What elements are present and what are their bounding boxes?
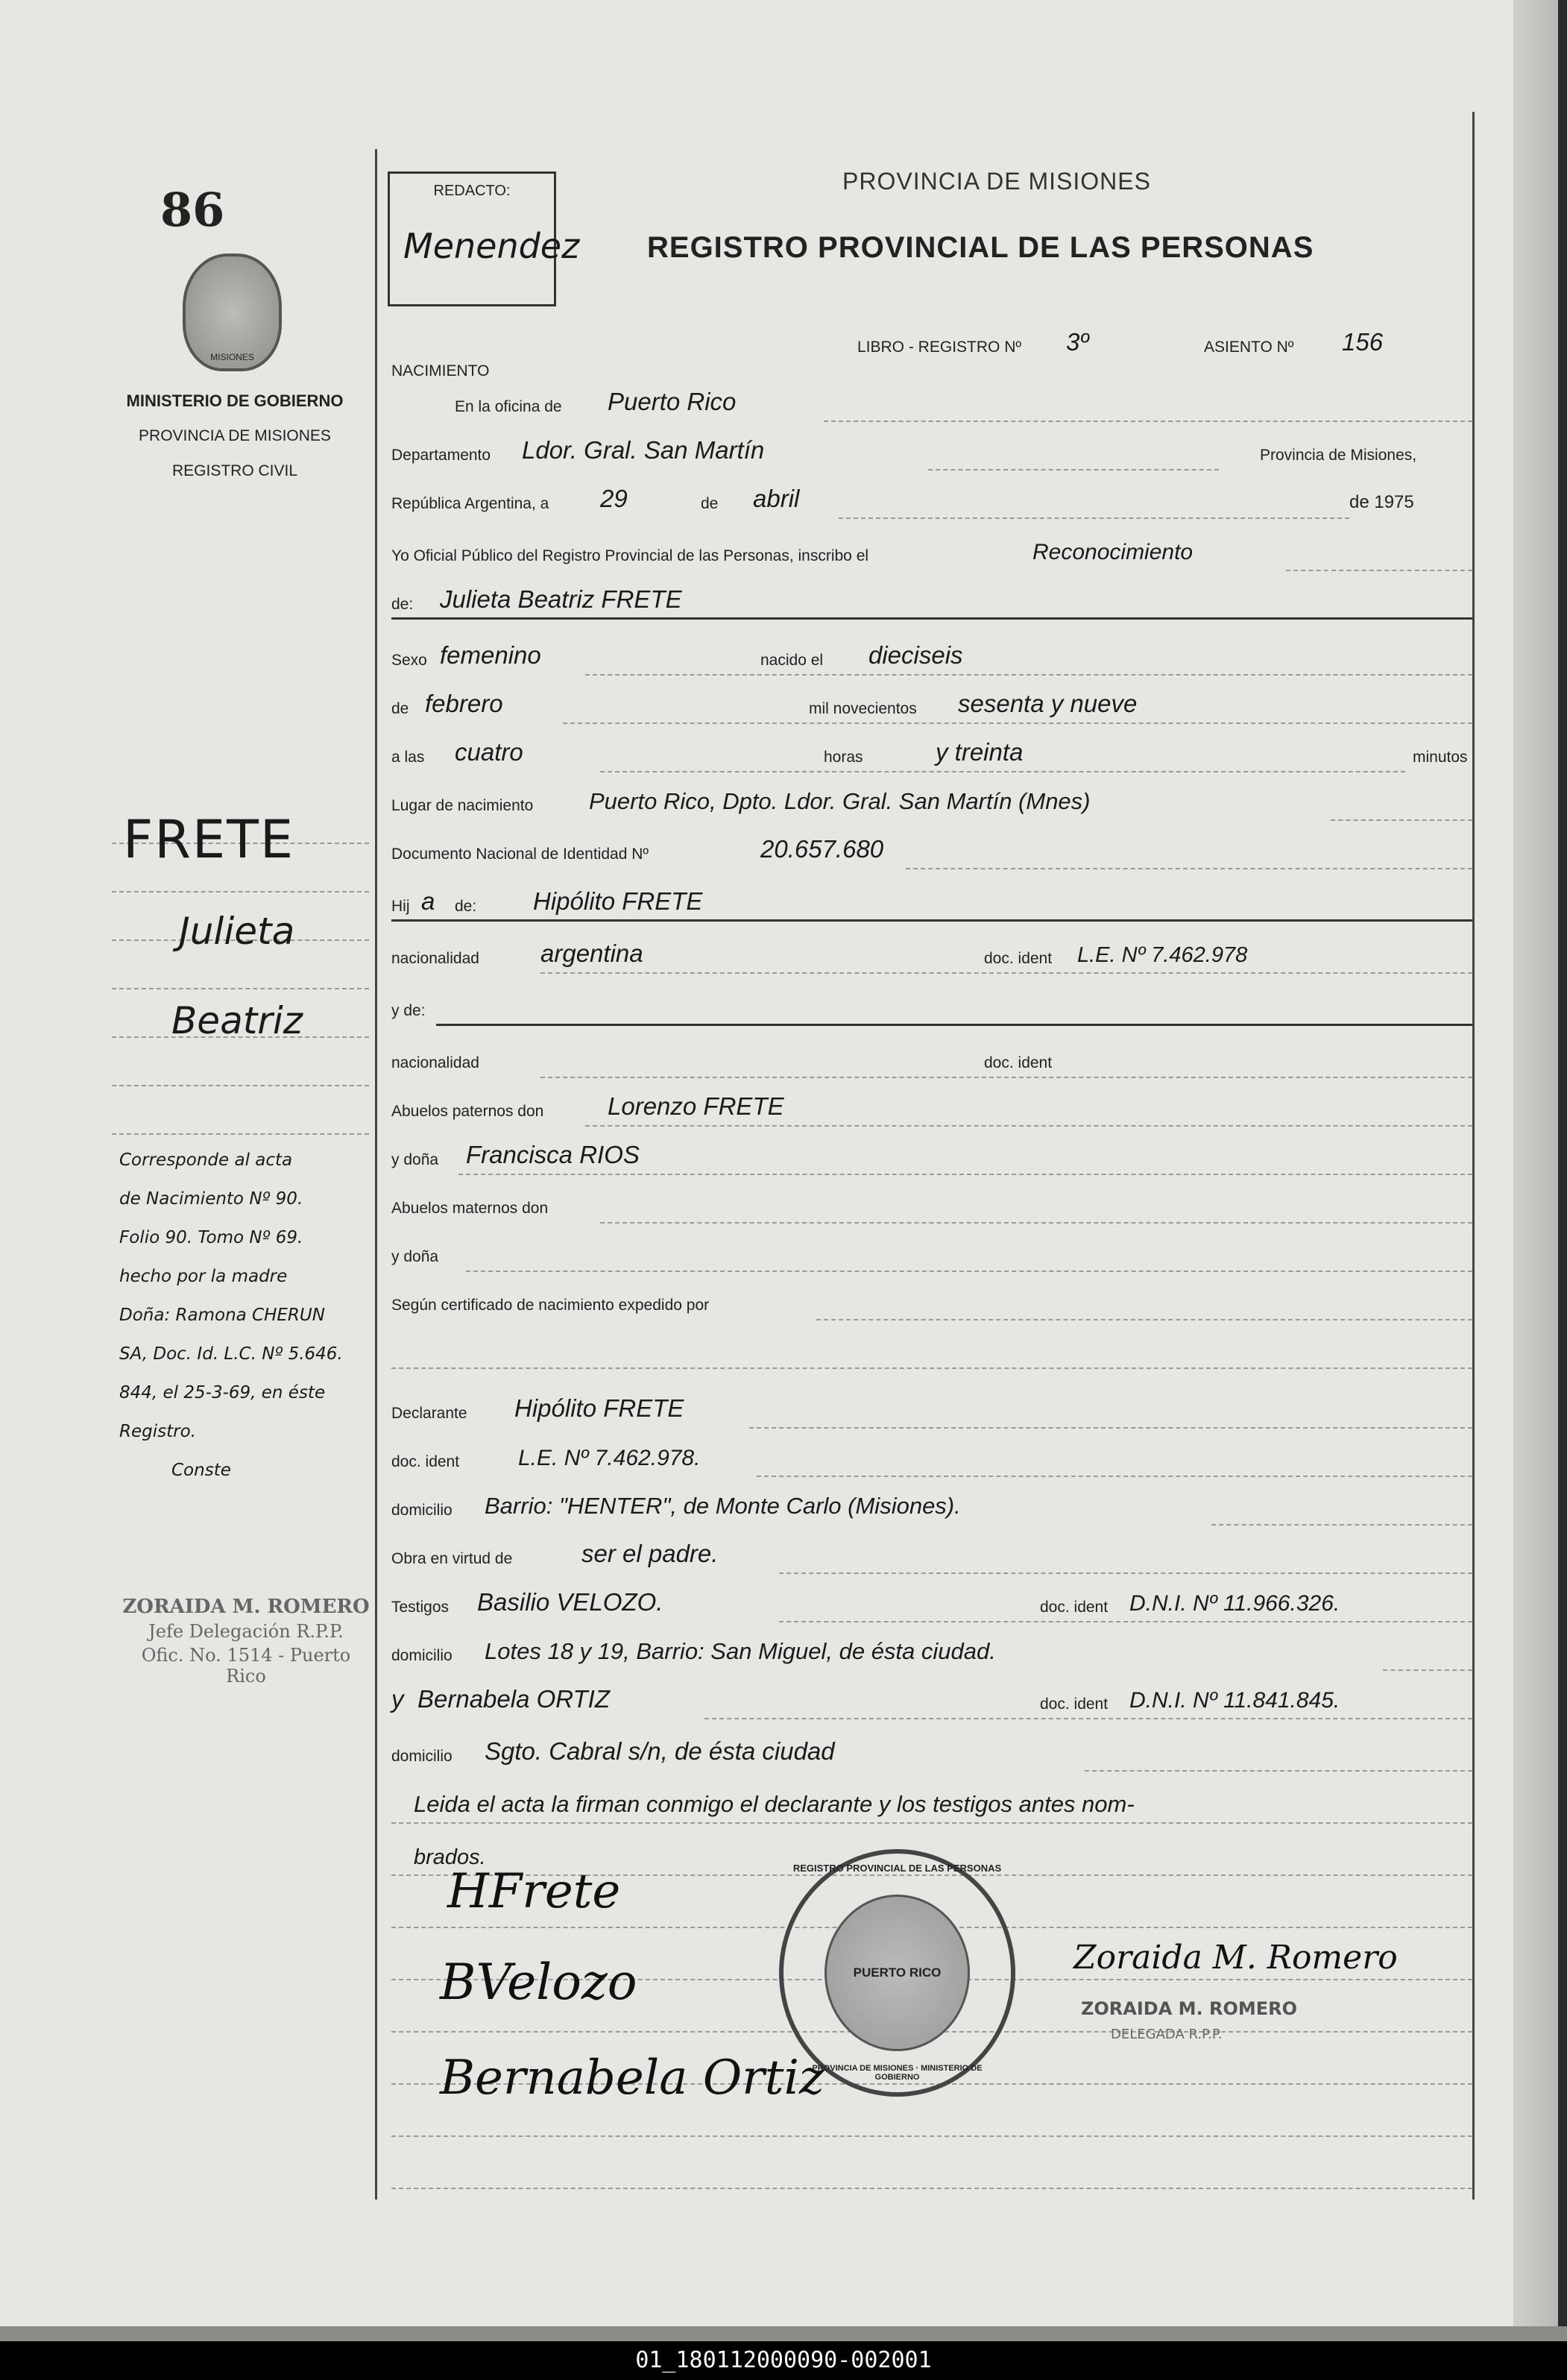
official-margin-stamp xyxy=(119,1596,373,1687)
row-birth-month xyxy=(391,682,1472,727)
official-title: Jefe Delegación R.P.P. xyxy=(148,1621,344,1642)
abuelos-maternos-label: Abuelos maternos don xyxy=(391,1200,549,1217)
row-domicilio xyxy=(391,1484,1472,1529)
dashed-rule xyxy=(585,674,1472,676)
dashed-rule xyxy=(466,1271,1472,1272)
de-name-label: de: xyxy=(391,596,414,613)
row-hora xyxy=(391,731,1472,775)
left-border-line xyxy=(375,149,377,2200)
dashed-rule xyxy=(391,2135,1472,2137)
solid-rule xyxy=(391,617,1472,620)
hora-value: cuatro xyxy=(455,738,523,766)
nacionalidad-label: nacionalidad xyxy=(391,950,479,967)
row-abuela-materna xyxy=(391,1230,1472,1275)
row-inscribo xyxy=(391,529,1472,574)
row-abuelos-paternos xyxy=(391,1085,1472,1130)
margin-note-line: SA, Doc. Id. L.C. Nº 5.646. xyxy=(119,1344,343,1364)
row-father xyxy=(391,880,1472,925)
alas-label: a las xyxy=(391,749,425,766)
official-stamp-name: ZORAIDA M. ROMERO xyxy=(1081,1998,1298,2019)
dashed-rule xyxy=(1331,819,1472,821)
closing-line1: Leida el acta la firman conmigo el declarante y los testigos antes nom- xyxy=(414,1791,1135,1817)
row-decl-doc xyxy=(391,1435,1472,1480)
father-value: Hipólito FRETE xyxy=(533,887,703,915)
inscribo-value: Reconocimiento xyxy=(1032,540,1194,564)
folio-number: 86 xyxy=(160,183,225,237)
inscribo-label: Yo Oficial Público del Registro Provincial de las Personas, inscribo el xyxy=(391,547,869,564)
margin-note-line: Corresponde al acta xyxy=(119,1150,293,1170)
mil-label: mil novecientos xyxy=(809,700,917,717)
sig-rule xyxy=(391,2147,1472,2192)
de2-label: de xyxy=(391,700,409,717)
testigos-label: Testigos xyxy=(391,1599,450,1616)
dni-value: 20.657.680 xyxy=(760,835,884,863)
margin-given2: Beatriz xyxy=(171,999,303,1042)
dni-label: Documento Nacional de Identidad Nº xyxy=(391,846,649,863)
row-nacionalidad xyxy=(391,932,1472,977)
abuela-paterna-value: Francisca RIOS xyxy=(466,1141,640,1168)
abuelos-paternos-label: Abuelos paternos don xyxy=(391,1103,544,1120)
margin-note-line: Folio 90. Tomo Nº 69. xyxy=(119,1228,303,1247)
oficina-value: Puerto Rico xyxy=(608,388,737,415)
margin-given1: Julieta xyxy=(179,910,295,953)
row-abuelos-maternos xyxy=(391,1182,1472,1227)
obra-label: Obra en virtud de xyxy=(391,1550,513,1567)
hij-de-label: de: xyxy=(455,898,477,915)
margin-rule xyxy=(112,1133,369,1135)
margin-note-line: Doña: Ramona CHERUN xyxy=(119,1306,325,1325)
minutos-value: y treinta xyxy=(936,738,1024,766)
birth-year-value: sesenta y nueve xyxy=(958,690,1138,717)
nacimiento-label: NACIMIENTO xyxy=(391,362,490,380)
row-nacionalidad2 xyxy=(391,1036,1472,1081)
departamento-label: Departamento xyxy=(391,447,491,464)
domicilio-label: domicilio xyxy=(391,1502,453,1519)
dashed-rule xyxy=(600,771,1405,772)
month-value: abril xyxy=(753,485,800,512)
oficina-label: En la oficina de xyxy=(455,398,562,415)
nacido-value: dieciseis xyxy=(868,641,963,669)
y-dona2-label: y doña xyxy=(391,1248,439,1265)
dashed-rule xyxy=(928,469,1219,470)
seal-bottom-text: PROVINCIA DE MISIONES · MINISTERIO DE GOBIERNO xyxy=(812,2064,983,2082)
ministry-seal-icon xyxy=(183,254,282,371)
margin-annotation xyxy=(119,1141,373,1490)
t1-doc-label: doc. ident xyxy=(1040,1599,1109,1616)
doc-ident-label: doc. ident xyxy=(984,950,1053,967)
seal-inner-text: PUERTO RICO xyxy=(853,1965,942,1980)
nacionalidad2-label: nacionalidad xyxy=(391,1054,479,1071)
lugar-label: Lugar de nacimiento xyxy=(391,797,534,814)
solid-rule xyxy=(436,1024,1472,1026)
de-label: de xyxy=(701,495,719,512)
testigo2-value: Bernabela ORTIZ xyxy=(417,1685,611,1713)
row-declarante xyxy=(391,1387,1472,1432)
dashed-rule xyxy=(906,868,1472,869)
registry-seal-icon xyxy=(779,1849,1015,2097)
republica-label: República Argentina, a xyxy=(391,495,549,512)
dashed-rule xyxy=(749,1427,1472,1429)
dashed-rule xyxy=(391,1367,1472,1369)
row-name xyxy=(391,578,1472,623)
t1-doc-value: D.N.I. Nº 11.966.326. xyxy=(1129,1591,1340,1616)
dashed-rule xyxy=(391,1822,1472,1824)
t2-doc-value: D.N.I. Nº 11.841.845. xyxy=(1129,1688,1340,1713)
abuelo-paterno-value: Lorenzo FRETE xyxy=(608,1092,784,1120)
dashed-rule xyxy=(779,1621,1472,1622)
lugar-value: Puerto Rico, Dpto. Ldor. Gral. San Martín (Mnes) xyxy=(589,788,1091,814)
row-lugar xyxy=(391,779,1472,824)
dashed-rule xyxy=(704,1718,1472,1719)
declarante-value: Hipólito FRETE xyxy=(514,1394,684,1422)
birth-month-value: febrero xyxy=(425,690,503,717)
dashed-rule xyxy=(824,421,1472,422)
hij-label: Hij xyxy=(391,898,410,915)
margin-rule xyxy=(112,988,369,989)
row-t2-dom xyxy=(391,1730,1472,1775)
province-header: PROVINCIA DE MISIONES xyxy=(842,168,1151,195)
libro-label: LIBRO - REGISTRO Nº xyxy=(857,339,1022,356)
nacionalidad-value: argentina xyxy=(540,939,643,967)
redacto-stamp-box xyxy=(388,171,580,306)
y-de-label: y de: xyxy=(391,1002,426,1019)
horas-label: horas xyxy=(824,749,863,766)
dashed-rule xyxy=(839,517,1349,519)
row-blank xyxy=(391,1327,1472,1372)
nacido-label: nacido el xyxy=(760,652,824,669)
dashed-rule xyxy=(458,1174,1472,1175)
margin-note-line: hecho por la madre xyxy=(119,1267,288,1286)
signature-official: Zoraida M. Romero xyxy=(1073,1939,1398,1977)
official-stamp-title: DELEGADA R.P.P. xyxy=(1111,2027,1223,2042)
domicilio-value: Barrio: "HENTER", de Monte Carlo (Misiones). xyxy=(485,1493,961,1519)
dashed-rule xyxy=(540,972,1472,974)
ministry-line2: PROVINCIA DE MISIONES xyxy=(139,427,331,444)
sexo-label: Sexo xyxy=(391,652,427,669)
signature-declarante: HFrete xyxy=(447,1864,621,1919)
hij-suffix: a xyxy=(421,887,435,915)
page-edge xyxy=(1513,0,1558,2326)
decl-doc-value: L.E. Nº 7.462.978. xyxy=(518,1446,701,1470)
libro-value: 3º xyxy=(1066,328,1089,356)
dashed-rule xyxy=(1211,1524,1472,1526)
row-t1-dom xyxy=(391,1629,1472,1674)
father-doc-value: L.E. Nº 7.462.978 xyxy=(1077,943,1248,967)
testigo1-value: Basilio VELOZO. xyxy=(477,1588,663,1616)
y-dona-label: y doña xyxy=(391,1151,439,1168)
row-testigo2 xyxy=(391,1678,1472,1722)
asiento-label: ASIENTO Nº xyxy=(1204,339,1294,356)
margin-note-line: Conste xyxy=(171,1461,231,1480)
redacto-label: REDACTO: xyxy=(433,183,511,199)
dashed-rule xyxy=(540,1077,1472,1078)
row-testigo1 xyxy=(391,1581,1472,1625)
row-obra xyxy=(391,1532,1472,1577)
dashed-rule xyxy=(391,2188,1472,2189)
dashed-rule xyxy=(816,1319,1472,1320)
right-border-line xyxy=(1472,112,1475,2200)
row-dni xyxy=(391,828,1472,872)
dashed-rule xyxy=(563,722,1472,724)
dashed-rule xyxy=(779,1572,1472,1574)
registry-header: REGISTRO PROVINCIAL DE LAS PERSONAS xyxy=(647,231,1314,264)
doc-ident2-label: doc. ident xyxy=(984,1054,1053,1071)
row-libro xyxy=(391,321,1472,380)
row-sexo xyxy=(391,634,1472,679)
departamento-value: Ldor. Gral. San Martín xyxy=(522,436,765,464)
solid-rule xyxy=(391,919,1472,922)
t1-dom-label: domicilio xyxy=(391,1647,453,1664)
dashed-rule xyxy=(600,1222,1472,1224)
dashed-rule xyxy=(1286,570,1472,571)
y-label: y xyxy=(391,1685,404,1713)
official-name: ZORAIDA M. ROMERO xyxy=(122,1596,370,1618)
day-value: 29 xyxy=(600,485,628,512)
closing-line2: brados. xyxy=(414,1845,486,1869)
margin-rule xyxy=(112,891,369,892)
row-abuela-paterna xyxy=(391,1133,1472,1178)
t2-dom-value: Sgto. Cabral s/n, de ésta ciudad xyxy=(485,1737,835,1765)
signature-witness2: Bernabela Ortiz xyxy=(440,2050,825,2106)
minutos-label: minutos xyxy=(1413,749,1468,766)
seal-outer-text: REGISTRO PROVINCIAL DE LAS PERSONAS xyxy=(792,1863,1002,1874)
margin-note-line: Registro. xyxy=(119,1422,196,1441)
name-value: Julieta Beatriz FRETE xyxy=(440,585,682,613)
row-mother xyxy=(391,984,1472,1029)
margin-note-line: de Nacimiento Nº 90. xyxy=(119,1189,303,1209)
t2-dom-label: domicilio xyxy=(391,1748,453,1765)
signature-witness1: BVelozo xyxy=(440,1954,637,2011)
obra-value: ser el padre. xyxy=(581,1540,719,1567)
seal-small-text: MISIONES xyxy=(210,352,254,362)
year-label: de 1975 xyxy=(1349,492,1414,512)
ministry-line3: REGISTRO CIVIL xyxy=(171,462,298,479)
dashed-rule xyxy=(1085,1770,1472,1772)
dashed-rule xyxy=(1383,1669,1472,1671)
ministry-line1: MINISTERIO DE GOBIERNO xyxy=(126,391,344,410)
margin-note-line: 844, el 25-3-69, en éste xyxy=(119,1383,326,1402)
row-closing1 xyxy=(391,1782,1472,1827)
sexo-value: femenino xyxy=(440,641,541,669)
row-certificado xyxy=(391,1279,1472,1323)
row-departamento xyxy=(391,429,1472,473)
declarante-label: Declarante xyxy=(391,1405,467,1422)
margin-surname: FRETE xyxy=(123,809,295,870)
t2-doc-label: doc. ident xyxy=(1040,1696,1109,1713)
official-office: Ofic. No. 1514 - Puerto Rico xyxy=(141,1645,351,1687)
provincia-suffix: Provincia de Misiones, xyxy=(1260,447,1417,464)
decl-doc-label: doc. ident xyxy=(391,1453,460,1470)
margin-rule xyxy=(112,1085,369,1086)
dashed-rule xyxy=(585,1125,1472,1127)
row-fecha xyxy=(391,477,1472,522)
asiento-value: 156 xyxy=(1342,328,1384,356)
t1-dom-value: Lotes 18 y 19, Barrio: San Miguel, de ésta ciudad. xyxy=(485,1638,996,1664)
image-id-footer: 01_180112000090-002001 xyxy=(0,2341,1567,2380)
certificado-label: Según certificado de nacimiento expedido por xyxy=(391,1297,710,1314)
row-oficina xyxy=(391,380,1472,425)
dashed-rule xyxy=(757,1476,1472,1477)
redacto-signature: Menendez xyxy=(403,226,580,266)
